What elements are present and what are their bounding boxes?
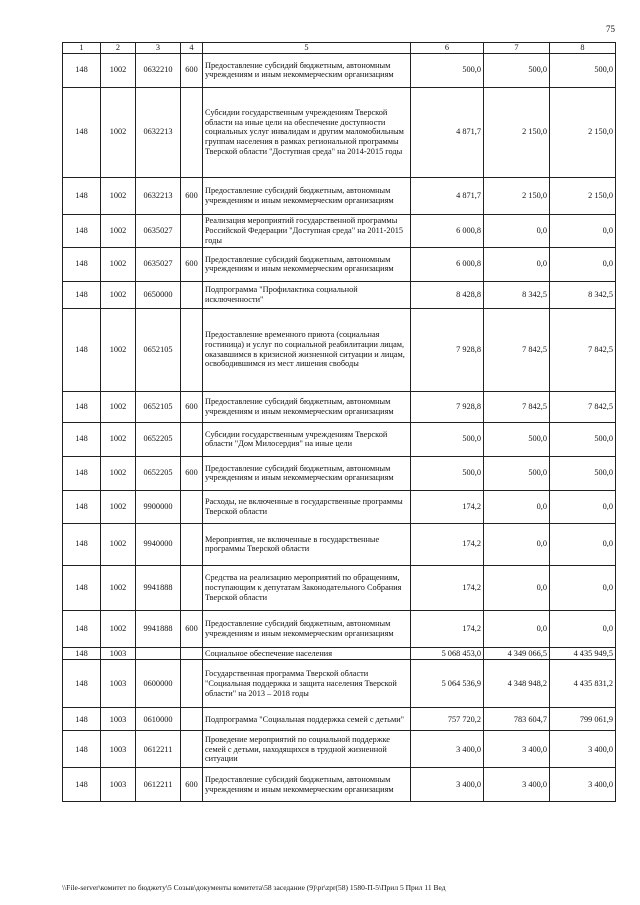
- cell-description: Реализация мероприятий государственной программы Российской Федерации "Доступная среда" на 2011-2015 годы: [203, 214, 411, 247]
- cell-amount: 0,0: [484, 565, 550, 610]
- table-row: [63, 647, 616, 660]
- cell-amount: 2 150,0: [550, 177, 616, 214]
- column-header: 1: [63, 43, 101, 54]
- cell-code: 148: [63, 247, 101, 281]
- cell-code: 148: [63, 660, 101, 708]
- cell-amount: 500,0: [484, 422, 550, 456]
- column-header: 3: [136, 43, 181, 54]
- cell-amount: 0,0: [484, 610, 550, 647]
- column-header: 2: [101, 43, 136, 54]
- cell-description: Предоставление субсидий бюджетным, автономным учреждениям и иным некоммерческим организациям: [203, 53, 411, 87]
- cell-amount: 7 928,8: [411, 308, 484, 391]
- cell-target-article: 9941888: [136, 610, 181, 647]
- table-row: [63, 247, 616, 281]
- cell-amount: 4 871,7: [411, 87, 484, 177]
- cell-section: 1002: [101, 456, 136, 490]
- cell-expense-type: [181, 87, 203, 177]
- cell-target-article: 0632210: [136, 53, 181, 87]
- cell-expense-type: [181, 565, 203, 610]
- cell-target-article: 0612211: [136, 731, 181, 768]
- page-number: 75: [606, 24, 615, 34]
- cell-amount: 2 150,0: [550, 87, 616, 177]
- table-row: [63, 53, 616, 87]
- cell-amount: 4 348 948,2: [484, 660, 550, 708]
- cell-amount: 7 928,8: [411, 391, 484, 422]
- cell-description: Подпрограмма "Профилактика социальной исключенности": [203, 281, 411, 308]
- cell-amount: 500,0: [411, 456, 484, 490]
- table-row: [63, 660, 616, 708]
- cell-section: 1003: [101, 708, 136, 731]
- table-row: [63, 214, 616, 247]
- cell-amount: 8 342,5: [484, 281, 550, 308]
- cell-amount: 7 842,5: [484, 391, 550, 422]
- cell-target-article: 0652105: [136, 308, 181, 391]
- cell-amount: 0,0: [484, 247, 550, 281]
- cell-amount: 0,0: [550, 523, 616, 565]
- cell-amount: 7 842,5: [550, 308, 616, 391]
- table-row: [63, 456, 616, 490]
- cell-amount: 6 000,8: [411, 214, 484, 247]
- cell-amount: 174,2: [411, 490, 484, 523]
- cell-amount: 500,0: [411, 53, 484, 87]
- cell-amount: 500,0: [550, 422, 616, 456]
- cell-description: Субсидии государственным учреждениям Тверской области "Дом Милосердия" на иные цели: [203, 422, 411, 456]
- table-row: [63, 610, 616, 647]
- cell-description: Социальное обеспечение населения: [203, 647, 411, 660]
- cell-section: 1002: [101, 53, 136, 87]
- cell-target-article: 0600000: [136, 660, 181, 708]
- cell-section: 1002: [101, 247, 136, 281]
- cell-description: Предоставление субсидий бюджетным, автономным учреждениям и иным некоммерческим организациям: [203, 391, 411, 422]
- table-row: [63, 177, 616, 214]
- cell-amount: 0,0: [484, 214, 550, 247]
- cell-expense-type: 600: [181, 610, 203, 647]
- cell-amount: 0,0: [550, 247, 616, 281]
- cell-target-article: 0652205: [136, 422, 181, 456]
- cell-description: Подпрограмма "Социальная поддержка семей с детьми": [203, 708, 411, 731]
- cell-amount: 0,0: [550, 565, 616, 610]
- cell-amount: 6 000,8: [411, 247, 484, 281]
- cell-section: 1002: [101, 308, 136, 391]
- cell-target-article: [136, 647, 181, 660]
- table-row: [63, 281, 616, 308]
- table-row: [63, 391, 616, 422]
- cell-expense-type: [181, 523, 203, 565]
- cell-expense-type: [181, 214, 203, 247]
- cell-code: 148: [63, 768, 101, 802]
- table-row: [63, 490, 616, 523]
- cell-section: 1003: [101, 647, 136, 660]
- column-header: 4: [181, 43, 203, 54]
- cell-expense-type: [181, 308, 203, 391]
- cell-section: 1002: [101, 281, 136, 308]
- cell-code: 148: [63, 308, 101, 391]
- cell-amount: 799 061,9: [550, 708, 616, 731]
- cell-amount: 2 150,0: [484, 87, 550, 177]
- cell-expense-type: [181, 281, 203, 308]
- cell-code: 148: [63, 456, 101, 490]
- cell-expense-type: 600: [181, 391, 203, 422]
- cell-code: 148: [63, 281, 101, 308]
- cell-code: 148: [63, 731, 101, 768]
- cell-expense-type: 600: [181, 247, 203, 281]
- header-row: [63, 43, 616, 54]
- cell-amount: 8 342,5: [550, 281, 616, 308]
- cell-amount: 3 400,0: [411, 731, 484, 768]
- cell-section: 1002: [101, 214, 136, 247]
- cell-amount: 174,2: [411, 565, 484, 610]
- column-header: 8: [550, 43, 616, 54]
- table-row: [63, 523, 616, 565]
- cell-target-article: 9941888: [136, 565, 181, 610]
- cell-code: 148: [63, 87, 101, 177]
- cell-expense-type: [181, 660, 203, 708]
- table-row: [63, 768, 616, 802]
- table-row: [63, 565, 616, 610]
- cell-code: 148: [63, 422, 101, 456]
- cell-target-article: 0632213: [136, 177, 181, 214]
- cell-section: 1003: [101, 660, 136, 708]
- cell-amount: 500,0: [484, 456, 550, 490]
- cell-amount: 7 842,5: [484, 308, 550, 391]
- cell-amount: 5 068 453,0: [411, 647, 484, 660]
- cell-code: 148: [63, 177, 101, 214]
- cell-code: 148: [63, 610, 101, 647]
- cell-amount: 174,2: [411, 610, 484, 647]
- cell-amount: 0,0: [484, 490, 550, 523]
- cell-description: Предоставление субсидий бюджетным, автономным учреждениям и иным некоммерческим организациям: [203, 610, 411, 647]
- cell-target-article: 0635027: [136, 247, 181, 281]
- cell-target-article: 9900000: [136, 490, 181, 523]
- cell-expense-type: [181, 708, 203, 731]
- cell-amount: 3 400,0: [484, 731, 550, 768]
- cell-amount: 3 400,0: [484, 768, 550, 802]
- cell-code: 148: [63, 214, 101, 247]
- cell-code: 148: [63, 565, 101, 610]
- cell-amount: 0,0: [550, 490, 616, 523]
- cell-section: 1002: [101, 422, 136, 456]
- cell-code: 148: [63, 647, 101, 660]
- cell-amount: 3 400,0: [550, 768, 616, 802]
- cell-amount: 783 604,7: [484, 708, 550, 731]
- cell-description: Расходы, не включенные в государственные программы Тверской области: [203, 490, 411, 523]
- cell-amount: 0,0: [550, 214, 616, 247]
- cell-amount: 0,0: [550, 610, 616, 647]
- cell-amount: 5 064 536,9: [411, 660, 484, 708]
- cell-expense-type: [181, 731, 203, 768]
- cell-code: 148: [63, 391, 101, 422]
- cell-amount: 500,0: [550, 456, 616, 490]
- cell-amount: 757 720,2: [411, 708, 484, 731]
- cell-amount: 3 400,0: [411, 768, 484, 802]
- cell-amount: 3 400,0: [550, 731, 616, 768]
- cell-target-article: 0612211: [136, 768, 181, 802]
- column-header: 7: [484, 43, 550, 54]
- cell-section: 1002: [101, 87, 136, 177]
- cell-expense-type: 600: [181, 768, 203, 802]
- table-row: [63, 731, 616, 768]
- cell-target-article: 0652105: [136, 391, 181, 422]
- cell-description: Средства на реализацию мероприятий по обращениям, поступающим к депутатам Законодательного Собрания Тверской области: [203, 565, 411, 610]
- cell-description: Предоставление субсидий бюджетным, автономным учреждениям и иным некоммерческим организациям: [203, 768, 411, 802]
- budget-table: [62, 42, 616, 802]
- cell-amount: 4 435 949,5: [550, 647, 616, 660]
- cell-section: 1002: [101, 177, 136, 214]
- cell-amount: 8 428,8: [411, 281, 484, 308]
- cell-expense-type: [181, 647, 203, 660]
- cell-description: Государственная программа Тверской области "Социальная поддержка и защита населения Тверской области" на 2013 – 2018 годы: [203, 660, 411, 708]
- cell-expense-type: [181, 422, 203, 456]
- cell-section: 1003: [101, 731, 136, 768]
- cell-amount: 2 150,0: [484, 177, 550, 214]
- cell-amount: 500,0: [550, 53, 616, 87]
- cell-code: 148: [63, 53, 101, 87]
- column-header: 6: [411, 43, 484, 54]
- cell-section: 1003: [101, 768, 136, 802]
- cell-amount: 500,0: [484, 53, 550, 87]
- cell-amount: 4 435 831,2: [550, 660, 616, 708]
- cell-description: Проведение мероприятий по социальной поддержке семей с детьми, находящихся в трудной жизненной ситуации: [203, 731, 411, 768]
- cell-description: Предоставление субсидий бюджетным, автономным учреждениям и иным некоммерческим организациям: [203, 456, 411, 490]
- cell-description: Мероприятия, не включенные в государственные программы Тверской области: [203, 523, 411, 565]
- cell-target-article: 0650000: [136, 281, 181, 308]
- cell-target-article: 0635027: [136, 214, 181, 247]
- cell-target-article: 0652205: [136, 456, 181, 490]
- cell-code: 148: [63, 490, 101, 523]
- cell-expense-type: 600: [181, 177, 203, 214]
- table-row: [63, 422, 616, 456]
- cell-section: 1002: [101, 523, 136, 565]
- cell-expense-type: 600: [181, 53, 203, 87]
- cell-target-article: 0632213: [136, 87, 181, 177]
- cell-section: 1002: [101, 610, 136, 647]
- column-header: 5: [203, 43, 411, 54]
- footer-file-path: \\File-server\комитет по бюджету\5 Созыв\документы комитета\58 заседание (9)\pr\zpr(58) 1580-П-5\Прил 5 Прил 11 Вед: [62, 883, 446, 892]
- table-row: [63, 708, 616, 731]
- cell-expense-type: 600: [181, 456, 203, 490]
- cell-description: Предоставление субсидий бюджетным, автономным учреждениям и иным некоммерческим организациям: [203, 177, 411, 214]
- cell-amount: 174,2: [411, 523, 484, 565]
- cell-amount: 500,0: [411, 422, 484, 456]
- cell-description: Предоставление субсидий бюджетным, автономным учреждениям и иным некоммерческим организациям: [203, 247, 411, 281]
- cell-target-article: 9940000: [136, 523, 181, 565]
- cell-code: 148: [63, 523, 101, 565]
- cell-amount: 0,0: [484, 523, 550, 565]
- cell-expense-type: [181, 490, 203, 523]
- cell-section: 1002: [101, 565, 136, 610]
- cell-section: 1002: [101, 490, 136, 523]
- cell-target-article: 0610000: [136, 708, 181, 731]
- cell-amount: 7 842,5: [550, 391, 616, 422]
- cell-description: Предоставление временного приюта (социальная гостиница) и услуг по социальной реабилитации лицам, оказавшимся в кризисной жизненной ситуации и лицам, освободившимся из мест лишения свободы: [203, 308, 411, 391]
- cell-amount: 4 871,7: [411, 177, 484, 214]
- cell-section: 1002: [101, 391, 136, 422]
- cell-amount: 4 349 066,5: [484, 647, 550, 660]
- cell-code: 148: [63, 708, 101, 731]
- table-row: [63, 308, 616, 391]
- cell-description: Субсидии государственным учреждениям Тверской области на иные цели на обеспечение доступности социальных услуг инвалидам и другим маломобильным группам населения в рамках региональной программы Тверской области "Доступная среда" на 2014-2015 годы: [203, 87, 411, 177]
- table-row: [63, 87, 616, 177]
